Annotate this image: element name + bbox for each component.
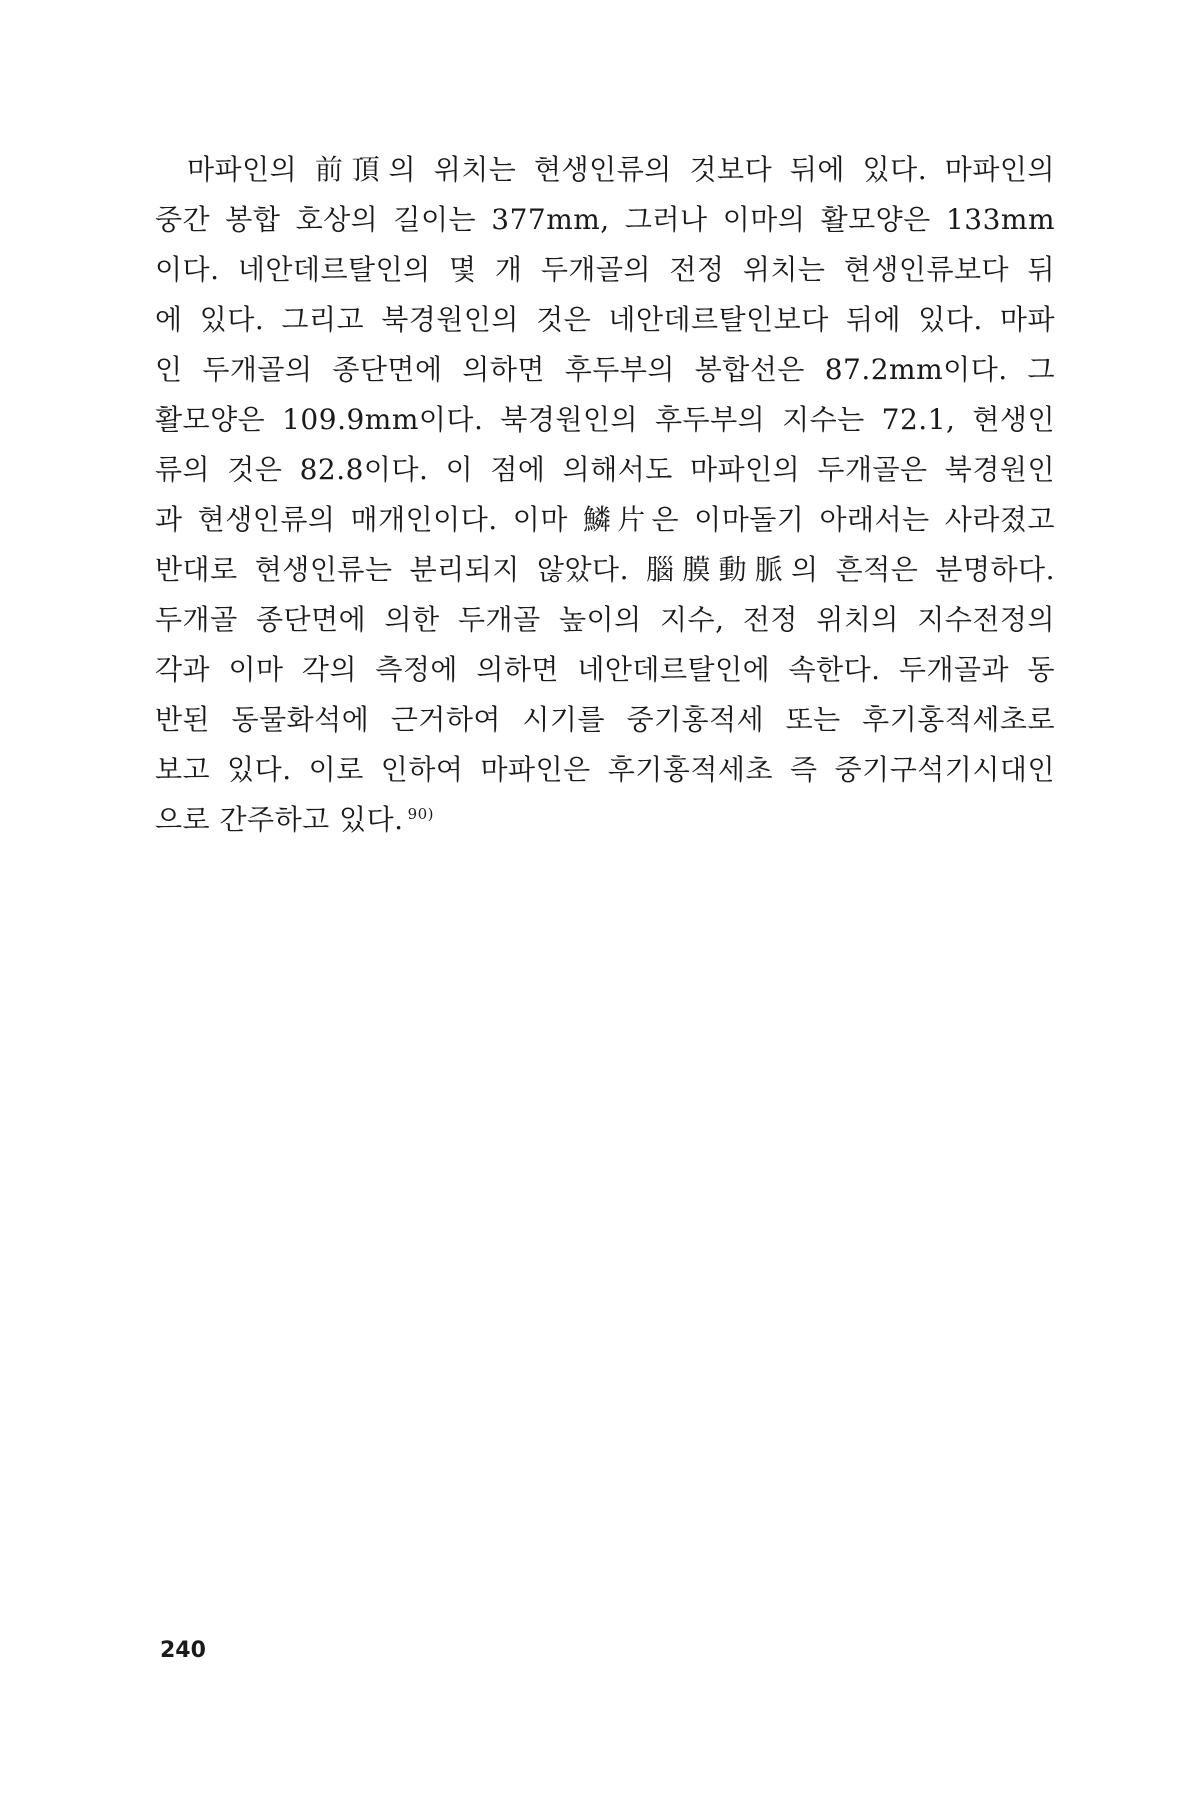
text-line: 활모양은 109.9mm이다. 북경원인의 후두부의 지수는 72.1, 현생인 xyxy=(155,403,1055,436)
body-paragraph xyxy=(155,145,1055,845)
text-line: 과 현생인류의 매개인이다. 이마 鱗片은 이마돌기 아래서는 사라졌고 xyxy=(155,503,1055,536)
text-line: 마파인의 前頂의 위치는 현생인류의 것보다 뒤에 있다. 마파인의 xyxy=(187,153,1055,186)
text-line: 반된 동물화석에 근거하여 시기를 중기홍적세 또는 후기홍적세초로 xyxy=(155,703,1055,736)
text-line: 중간 봉합 호상의 길이는 377mm, 그러나 이마의 활모양은 133mm xyxy=(155,203,1055,236)
text-line: 반대로 현생인류는 분리되지 않았다. 腦膜動脈의 흔적은 분명하다. xyxy=(155,553,1055,586)
text-line-content: 으로 간주하고 있다. xyxy=(155,803,404,836)
text-line: 류의 것은 82.8이다. 이 점에 의해서도 마파인의 두개골은 북경원인 xyxy=(155,453,1055,486)
text-line: 보고 있다. 이로 인하여 마파인은 후기홍적세초 즉 중기구석기시대인 xyxy=(155,753,1055,786)
text-line: 이다. 네안데르탈인의 몇 개 두개골의 전정 위치는 현생인류보다 뒤 xyxy=(155,253,1055,286)
page-number: 240 xyxy=(160,1638,206,1663)
text-line: 각과 이마 각의 측정에 의하면 네안데르탈인에 속한다. 두개골과 동 xyxy=(155,653,1055,686)
text-line: 인 두개골의 종단면에 의하면 후두부의 봉합선은 87.2mm이다. 그 xyxy=(155,353,1055,386)
text-line: 두개골 종단면에 의한 두개골 높이의 지수, 전정 위치의 지수전정의 xyxy=(155,603,1055,636)
text-line-last xyxy=(155,795,1055,845)
text-line: 에 있다. 그리고 북경원인의 것은 네안데르탈인보다 뒤에 있다. 마파 xyxy=(155,303,1055,336)
footnote-marker: 90) xyxy=(407,804,435,823)
